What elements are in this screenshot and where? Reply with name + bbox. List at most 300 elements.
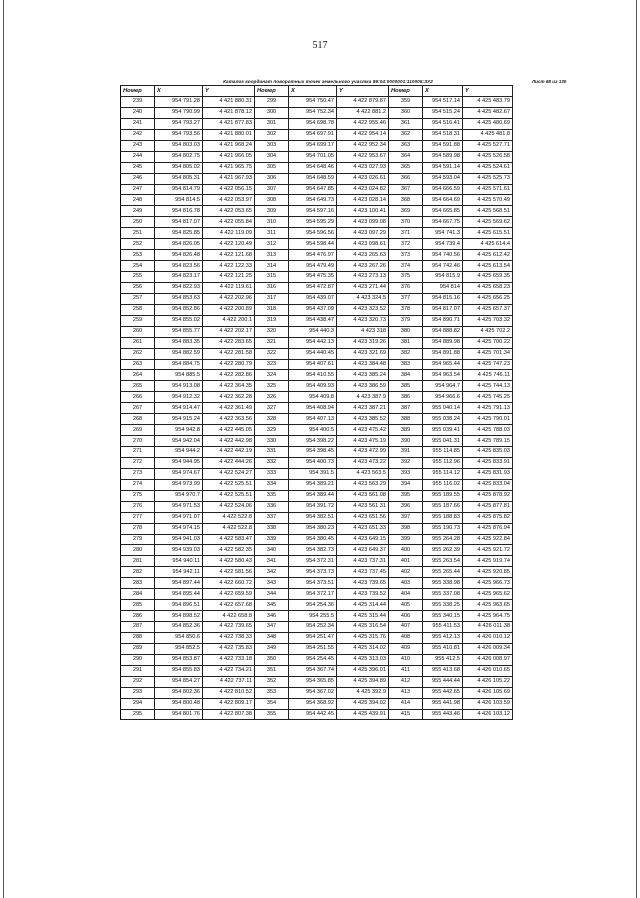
point-number: 378	[389, 304, 423, 315]
table-row	[121, 534, 513, 545]
y-coordinate: 4 423 385.52	[337, 414, 389, 425]
x-coordinate: 954 888.82	[423, 326, 463, 337]
point-number: 390	[389, 436, 423, 447]
point-number: 259	[121, 315, 155, 326]
point-number: 361	[389, 118, 423, 129]
y-coordinate: 4 426 103.12	[463, 709, 513, 720]
y-coordinate: 4 423 387.21	[337, 403, 389, 414]
x-coordinate: 954 438.47	[289, 315, 337, 326]
y-coordinate: 4 426 010.12	[463, 632, 513, 643]
point-number: 412	[389, 676, 423, 687]
point-number: 332	[255, 457, 289, 468]
point-number: 410	[389, 654, 423, 665]
x-coordinate: 954 942.04	[155, 436, 203, 447]
x-coordinate: 954 479.49	[289, 261, 337, 272]
point-number: 309	[255, 206, 289, 217]
point-number: 388	[389, 414, 423, 425]
x-coordinate: 954 822.93	[155, 282, 203, 293]
y-coordinate: 4 423 739.52	[337, 589, 389, 600]
x-coordinate: 954 410.55	[289, 370, 337, 381]
x-coordinate: 954 382.73	[289, 545, 337, 556]
point-number: 319	[255, 315, 289, 326]
point-number: 239	[121, 97, 155, 108]
x-coordinate: 955 039.41	[423, 425, 463, 436]
x-coordinate: 954 896.51	[155, 600, 203, 611]
point-number: 398	[389, 523, 423, 534]
x-coordinate: 954 805.02	[155, 162, 203, 173]
point-number: 407	[389, 622, 423, 633]
y-coordinate: 4 425 833.91	[463, 457, 513, 468]
table-row	[121, 239, 513, 250]
x-coordinate: 954 254.36	[289, 600, 337, 611]
point-number: 404	[389, 589, 423, 600]
point-number: 304	[255, 151, 289, 162]
y-coordinate: 4 422 582.35	[203, 545, 255, 556]
point-number: 333	[255, 468, 289, 479]
x-coordinate: 954 802.36	[155, 687, 203, 698]
x-coordinate: 954 254.45	[289, 654, 337, 665]
x-coordinate: 955 116.02	[423, 479, 463, 490]
point-number: 329	[255, 425, 289, 436]
y-coordinate: 4 422 658.8	[203, 611, 255, 622]
x-coordinate: 954 398.45	[289, 447, 337, 458]
point-number: 310	[255, 217, 289, 228]
point-number: 288	[121, 632, 155, 643]
x-coordinate: 954 373.73	[289, 567, 337, 578]
x-coordinate: 954 391.5	[289, 468, 337, 479]
point-number: 257	[121, 293, 155, 304]
y-coordinate: 4 425 875.82	[463, 512, 513, 523]
point-number: 345	[255, 600, 289, 611]
point-number: 282	[121, 567, 155, 578]
point-number: 260	[121, 326, 155, 337]
point-number: 374	[389, 261, 423, 272]
point-number: 379	[389, 315, 423, 326]
point-number: 307	[255, 184, 289, 195]
x-coordinate: 954 974.15	[155, 523, 203, 534]
y-coordinate: 4 425 612.42	[463, 250, 513, 261]
point-number: 255	[121, 272, 155, 283]
x-coordinate: 954 823.17	[155, 272, 203, 283]
x-coordinate: 954 409.8	[289, 392, 337, 403]
x-coordinate: 954 897.44	[155, 578, 203, 589]
table-row	[121, 370, 513, 381]
y-coordinate: 4 422 734.21	[203, 665, 255, 676]
point-number: 324	[255, 370, 289, 381]
point-number: 368	[389, 195, 423, 206]
table-row	[121, 676, 513, 687]
point-number: 366	[389, 173, 423, 184]
x-coordinate: 954 389.44	[289, 490, 337, 501]
point-number: 387	[389, 403, 423, 414]
y-coordinate: 4 423 320.73	[337, 315, 389, 326]
y-coordinate: 4 422 281.58	[203, 348, 255, 359]
x-coordinate: 955 441.98	[423, 698, 463, 709]
column-header-number: Номер	[389, 86, 423, 97]
x-coordinate: 954 970.7	[155, 490, 203, 501]
point-number: 267	[121, 403, 155, 414]
x-coordinate: 954 815.16	[423, 293, 463, 304]
x-coordinate: 954 805.31	[155, 173, 203, 184]
x-coordinate: 954 890.71	[423, 315, 463, 326]
x-coordinate: 954 515.24	[423, 107, 463, 118]
point-number: 370	[389, 217, 423, 228]
point-number: 301	[255, 118, 289, 129]
x-coordinate: 955 114.12	[423, 468, 463, 479]
x-coordinate: 954 889.98	[423, 337, 463, 348]
point-number: 409	[389, 643, 423, 654]
y-coordinate: 4 423 027.93	[337, 162, 389, 173]
table-row	[121, 501, 513, 512]
y-coordinate: 4 421 880.31	[203, 97, 255, 108]
point-number: 258	[121, 304, 155, 315]
y-coordinate: 4 422 442.19	[203, 447, 255, 458]
y-coordinate: 4 425 835.03	[463, 447, 513, 458]
table-row	[121, 414, 513, 425]
table-row	[121, 228, 513, 239]
point-number: 294	[121, 698, 155, 709]
y-coordinate: 4 421 966.05	[203, 151, 255, 162]
y-coordinate: 4 422 200.89	[203, 304, 255, 315]
point-number: 289	[121, 643, 155, 654]
point-number: 256	[121, 282, 155, 293]
point-number: 389	[389, 425, 423, 436]
y-coordinate: 4 425 701.34	[463, 348, 513, 359]
table-row	[121, 140, 513, 151]
x-coordinate: 954 855.83	[155, 665, 203, 676]
x-coordinate: 954 665.85	[423, 206, 463, 217]
table-row	[121, 337, 513, 348]
y-coordinate: 4 422 525.51	[203, 479, 255, 490]
y-coordinate: 4 421 968.24	[203, 140, 255, 151]
table-row	[121, 687, 513, 698]
y-coordinate: 4 423 563.29	[337, 479, 389, 490]
point-number: 241	[121, 118, 155, 129]
point-number: 383	[389, 359, 423, 370]
point-number: 326	[255, 392, 289, 403]
y-coordinate: 4 425 571.61	[463, 184, 513, 195]
y-coordinate: 4 425 790.01	[463, 414, 513, 425]
point-number: 401	[389, 556, 423, 567]
point-number: 346	[255, 611, 289, 622]
x-coordinate: 954 915.24	[155, 414, 203, 425]
point-number: 328	[255, 414, 289, 425]
x-coordinate: 954 739.4	[423, 239, 463, 250]
point-number: 342	[255, 567, 289, 578]
table-row	[121, 217, 513, 228]
x-coordinate: 954 400.5	[289, 425, 337, 436]
table-row	[121, 107, 513, 118]
x-coordinate: 954 516.41	[423, 118, 463, 129]
y-coordinate: 4 423 387.9	[337, 392, 389, 403]
point-number: 364	[389, 151, 423, 162]
x-coordinate: 954 817.07	[155, 217, 203, 228]
point-number: 313	[255, 250, 289, 261]
x-coordinate: 954 793.27	[155, 118, 203, 129]
point-number: 393	[389, 468, 423, 479]
x-coordinate: 954 255.5	[289, 611, 337, 622]
y-coordinate: 4 425 396.01	[337, 665, 389, 676]
table-row	[121, 479, 513, 490]
point-number: 320	[255, 326, 289, 337]
y-coordinate: 4 425 831.93	[463, 468, 513, 479]
y-coordinate: 4 426 103.59	[463, 698, 513, 709]
y-coordinate: 4 423 323.52	[337, 304, 389, 315]
y-coordinate: 4 426 105.22	[463, 676, 513, 687]
x-coordinate: 954 409.93	[289, 381, 337, 392]
point-number: 351	[255, 665, 289, 676]
table-body	[121, 97, 513, 720]
x-coordinate: 954 372.31	[289, 556, 337, 567]
x-coordinate: 954 389.21	[289, 479, 337, 490]
y-coordinate: 4 421 877.83	[203, 118, 255, 129]
point-number: 292	[121, 676, 155, 687]
y-coordinate: 4 422 362.28	[203, 392, 255, 403]
x-coordinate: 955 038.24	[423, 414, 463, 425]
point-number: 325	[255, 381, 289, 392]
x-coordinate: 954 367.02	[289, 687, 337, 698]
point-number: 349	[255, 643, 289, 654]
y-coordinate: 4 426 010.65	[463, 665, 513, 676]
x-coordinate: 954 591.14	[423, 162, 463, 173]
y-coordinate: 4 422 952.34	[337, 140, 389, 151]
y-coordinate: 4 422 583.47	[203, 534, 255, 545]
point-number: 290	[121, 654, 155, 665]
y-coordinate: 4 425 876.94	[463, 523, 513, 534]
x-coordinate: 955 337.08	[423, 589, 463, 600]
scan-edge-left	[3, 0, 4, 898]
x-coordinate: 954 965.44	[423, 359, 463, 370]
point-number: 253	[121, 250, 155, 261]
x-coordinate: 955 190.73	[423, 523, 463, 534]
y-coordinate: 4 423 321.69	[337, 348, 389, 359]
x-coordinate: 954 883.35	[155, 337, 203, 348]
x-coordinate: 954 442.13	[289, 337, 337, 348]
y-coordinate: 4 422 053.65	[203, 206, 255, 217]
point-number: 240	[121, 107, 155, 118]
x-coordinate: 954 400.73	[289, 457, 337, 468]
point-number: 270	[121, 436, 155, 447]
x-coordinate: 954 591.88	[423, 140, 463, 151]
y-coordinate: 4 422 200.1	[203, 315, 255, 326]
point-number: 397	[389, 512, 423, 523]
table-row	[121, 359, 513, 370]
y-coordinate: 4 423 100.41	[337, 206, 389, 217]
table-row	[121, 403, 513, 414]
y-coordinate: 4 422 657.68	[203, 600, 255, 611]
y-coordinate: 4 422 881.2	[337, 107, 389, 118]
y-coordinate: 4 422 121.25	[203, 272, 255, 283]
column-header-number: Номер	[255, 86, 289, 97]
point-number: 373	[389, 250, 423, 261]
y-coordinate: 4 422 121.68	[203, 250, 255, 261]
column-header-x: X	[423, 86, 463, 97]
point-number: 286	[121, 611, 155, 622]
y-coordinate: 4 423 475.19	[337, 436, 389, 447]
x-coordinate: 955 413.68	[423, 665, 463, 676]
x-coordinate: 954 742.46	[423, 261, 463, 272]
y-coordinate: 4 426 008.97	[463, 654, 513, 665]
x-coordinate: 954 855.77	[155, 326, 203, 337]
y-coordinate: 4 422 879.87	[337, 97, 389, 108]
point-number: 362	[389, 129, 423, 140]
point-number: 359	[389, 97, 423, 108]
y-coordinate: 4 422 053.97	[203, 195, 255, 206]
point-number: 279	[121, 534, 155, 545]
y-coordinate: 4 425 921.72	[463, 545, 513, 556]
y-coordinate: 4 425 525.73	[463, 173, 513, 184]
table-row	[121, 162, 513, 173]
x-coordinate: 954 790.99	[155, 107, 203, 118]
x-coordinate: 954 367.74	[289, 665, 337, 676]
point-number: 408	[389, 632, 423, 643]
point-number: 400	[389, 545, 423, 556]
point-number: 305	[255, 162, 289, 173]
y-coordinate: 4 425 700.22	[463, 337, 513, 348]
x-coordinate: 955 264.28	[423, 534, 463, 545]
column-header-x: X	[289, 86, 337, 97]
table-row	[121, 523, 513, 534]
y-coordinate: 4 425 614.4	[463, 239, 513, 250]
y-coordinate: 4 422 202.17	[203, 326, 255, 337]
y-coordinate: 4 425 965.62	[463, 589, 513, 600]
table-row	[121, 348, 513, 359]
point-number: 395	[389, 490, 423, 501]
x-coordinate: 954 816.78	[155, 206, 203, 217]
x-coordinate: 954 882.59	[155, 348, 203, 359]
point-number: 274	[121, 479, 155, 490]
y-coordinate: 4 425 788.03	[463, 425, 513, 436]
point-number: 285	[121, 600, 155, 611]
table-caption: Каталог координат поворотных точек земельного участка 86:04:0000001:110005:ЗУ2	[223, 79, 433, 84]
x-coordinate: 955 412.5	[423, 654, 463, 665]
y-coordinate: 4 425 314.44	[337, 600, 389, 611]
y-coordinate: 4 422 522.8	[203, 512, 255, 523]
x-coordinate: 955 112.96	[423, 457, 463, 468]
x-coordinate: 954 850.6	[155, 632, 203, 643]
point-number: 295	[121, 709, 155, 720]
point-number: 369	[389, 206, 423, 217]
x-coordinate: 955 410.81	[423, 643, 463, 654]
table-row	[121, 272, 513, 283]
point-number: 283	[121, 578, 155, 589]
x-coordinate: 954 912.32	[155, 392, 203, 403]
y-coordinate: 4 422 122.33	[203, 261, 255, 272]
x-coordinate: 954 853.87	[155, 654, 203, 665]
table-row	[121, 698, 513, 709]
x-coordinate: 954 440.45	[289, 348, 337, 359]
x-coordinate: 954 380.23	[289, 523, 337, 534]
x-coordinate: 954 701.05	[289, 151, 337, 162]
y-coordinate: 4 425 966.73	[463, 578, 513, 589]
y-coordinate: 4 423 737.45	[337, 567, 389, 578]
point-number: 394	[389, 479, 423, 490]
y-coordinate: 4 422 807.38	[203, 709, 255, 720]
point-number: 385	[389, 381, 423, 392]
y-coordinate: 4 422 056.15	[203, 184, 255, 195]
point-number: 371	[389, 228, 423, 239]
point-number: 338	[255, 523, 289, 534]
x-coordinate: 954 800.48	[155, 698, 203, 709]
x-coordinate: 955 041.31	[423, 436, 463, 447]
point-number: 308	[255, 195, 289, 206]
y-coordinate: 4 425 746.11	[463, 370, 513, 381]
point-number: 242	[121, 129, 155, 140]
y-coordinate: 4 425 615.51	[463, 228, 513, 239]
x-coordinate: 954 382.51	[289, 512, 337, 523]
x-coordinate: 954 942.8	[155, 425, 203, 436]
table-row	[121, 709, 513, 720]
y-coordinate: 4 423 097.29	[337, 228, 389, 239]
y-coordinate: 4 422 581.56	[203, 567, 255, 578]
x-coordinate: 954 475.35	[289, 272, 337, 283]
x-coordinate: 954 914.47	[155, 403, 203, 414]
x-coordinate: 954 517.14	[423, 97, 463, 108]
y-coordinate: 4 425 656.25	[463, 293, 513, 304]
x-coordinate: 954 439.07	[289, 293, 337, 304]
x-coordinate: 954 598.44	[289, 239, 337, 250]
y-coordinate: 4 423 265.63	[337, 250, 389, 261]
y-coordinate: 4 423 563.5	[337, 468, 389, 479]
x-coordinate: 955 189.55	[423, 490, 463, 501]
y-coordinate: 4 421 967.93	[203, 173, 255, 184]
x-coordinate: 954 380.45	[289, 534, 337, 545]
point-number: 271	[121, 447, 155, 458]
x-coordinate: 954 398.22	[289, 436, 337, 447]
x-coordinate: 954 898.52	[155, 611, 203, 622]
y-coordinate: 4 422 283.65	[203, 337, 255, 348]
x-coordinate: 954 697.91	[289, 129, 337, 140]
point-number: 335	[255, 490, 289, 501]
y-coordinate: 4 425 919.74	[463, 556, 513, 567]
point-number: 321	[255, 337, 289, 348]
y-coordinate: 4 422 364.35	[203, 381, 255, 392]
table-row	[121, 611, 513, 622]
y-coordinate: 4 425 922.84	[463, 534, 513, 545]
x-coordinate: 955 411.53	[423, 622, 463, 633]
y-coordinate: 4 423 472.99	[337, 447, 389, 458]
y-coordinate: 4 422 120.49	[203, 239, 255, 250]
column-header-y: Y	[203, 86, 255, 97]
y-coordinate: 4 425 747.23	[463, 359, 513, 370]
y-coordinate: 4 422 660.72	[203, 578, 255, 589]
y-coordinate: 4 425 483.79	[463, 97, 513, 108]
y-coordinate: 4 423 475.42	[337, 425, 389, 436]
y-coordinate: 4 425 789.15	[463, 436, 513, 447]
point-number: 353	[255, 687, 289, 698]
table-row	[121, 545, 513, 556]
y-coordinate: 4 425 315.44	[337, 611, 389, 622]
y-coordinate: 4 422 522.8	[203, 523, 255, 534]
x-coordinate: 954 648.59	[289, 173, 337, 184]
y-coordinate: 4 423 319.26	[337, 337, 389, 348]
x-coordinate: 954 944.95	[155, 457, 203, 468]
point-number: 300	[255, 107, 289, 118]
y-coordinate: 4 421 880.01	[203, 129, 255, 140]
x-coordinate: 954 891.88	[423, 348, 463, 359]
point-number: 372	[389, 239, 423, 250]
point-number: 367	[389, 184, 423, 195]
y-coordinate: 4 422 954.14	[337, 129, 389, 140]
x-coordinate: 954 852.5	[155, 643, 203, 654]
y-coordinate: 4 425 658.23	[463, 282, 513, 293]
y-coordinate: 4 422 737.11	[203, 676, 255, 687]
y-coordinate: 4 423 099.08	[337, 217, 389, 228]
x-coordinate: 954 365.85	[289, 676, 337, 687]
table-row	[121, 457, 513, 468]
y-coordinate: 4 423 561.31	[337, 501, 389, 512]
point-number: 314	[255, 261, 289, 272]
